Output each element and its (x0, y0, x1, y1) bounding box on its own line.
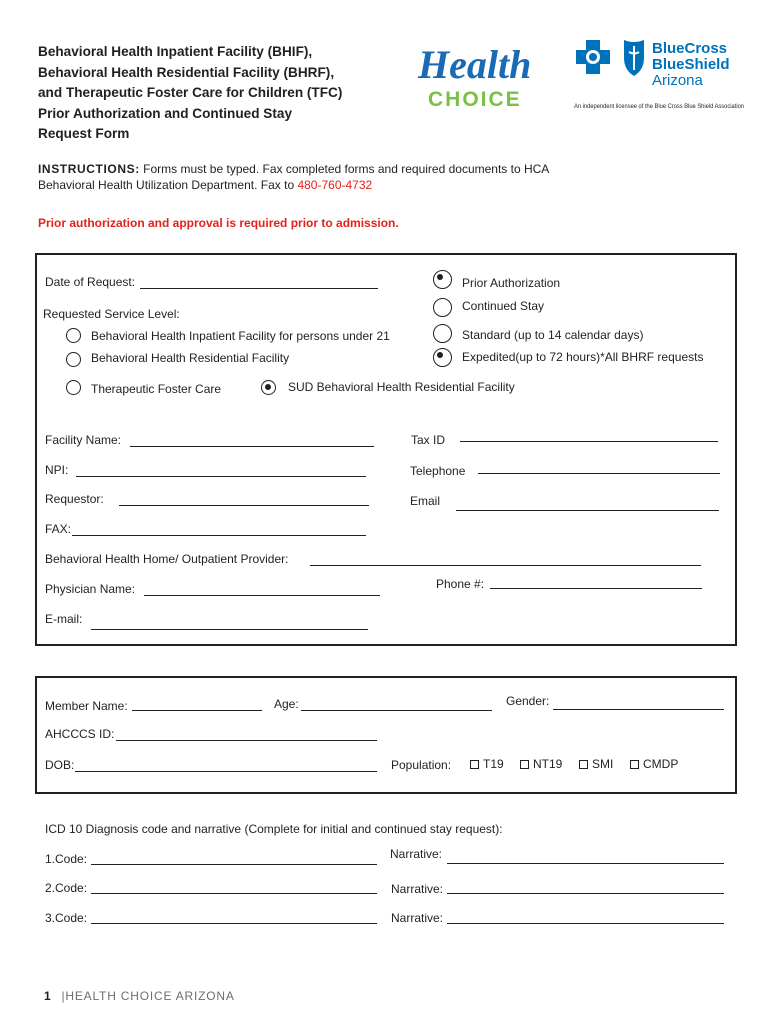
bluecross-blueshield-logo (574, 38, 754, 113)
npi-label: NPI: (45, 463, 69, 477)
population-label: Population: (391, 758, 452, 772)
phone-label: Phone #: (436, 577, 485, 591)
instructions-label: INSTRUCTIONS: (38, 162, 140, 176)
gender-field[interactable] (553, 709, 724, 710)
age-field[interactable] (301, 710, 492, 711)
blue-shield-icon (624, 40, 644, 76)
service-sud-label-text: SUD Behavioral Health Residential Facility (288, 380, 515, 394)
title-line: Behavioral Health Inpatient Facility (BHIF), (38, 44, 313, 59)
title-line: and Therapeutic Foster Care for Children (TFC) (38, 85, 343, 100)
service-bhrf-label: Behavioral Health Residential Facility (91, 351, 290, 365)
population-smi-checkbox[interactable] (579, 760, 588, 769)
title-line: Request Form (38, 126, 130, 141)
instructions-text-1: Forms must be typed. Fax completed forms and required documents to HCA (139, 162, 550, 176)
date-of-request-label: Date of Request: (45, 275, 136, 289)
footer-org: |HEALTH CHOICE ARIZONA (61, 989, 235, 1003)
page-footer (44, 989, 235, 1003)
narrative-1-field[interactable] (447, 863, 724, 864)
service-bhrf-radio[interactable] (66, 352, 81, 367)
narrative-1-label: Narrative: (390, 847, 443, 861)
email2-label: E-mail: (45, 612, 83, 626)
page-number: 1 (44, 989, 52, 1003)
standard-label: Standard (up to 14 calendar days) (462, 328, 644, 342)
population-cmdp-label: CMDP (643, 757, 679, 771)
code-1-field[interactable] (91, 864, 377, 865)
telephone-label: Telephone (410, 464, 466, 478)
fax-field[interactable] (72, 535, 366, 536)
service-sud-label (288, 380, 515, 394)
instructions (38, 161, 549, 193)
fax-number: 480-760-4732 (297, 178, 373, 192)
population-t19-label: T19 (483, 757, 504, 771)
email2-field[interactable] (91, 629, 368, 630)
code-3-field[interactable] (91, 923, 377, 924)
population-cmdp-checkbox[interactable] (630, 760, 639, 769)
dob-label: DOB: (45, 758, 75, 772)
form-title (38, 42, 408, 145)
facility-name-field[interactable] (130, 446, 374, 447)
population-nt19-checkbox[interactable] (520, 760, 529, 769)
narrative-3-field[interactable] (447, 923, 724, 924)
health-choice-logo-word1: Health (418, 42, 532, 87)
title-line: Prior Authorization and Continued Stay (38, 105, 292, 121)
expedited-label: Expedited(up to 72 hours)*All BHRF requests (462, 350, 704, 364)
facility-name-label: Facility Name: (45, 433, 122, 447)
member-name-label: Member Name: (45, 699, 128, 713)
narrative-3-label: Narrative: (391, 911, 444, 925)
service-tfc-radio[interactable] (66, 380, 81, 395)
telephone-field[interactable] (478, 473, 720, 474)
continued-stay-label: Continued Stay (462, 299, 545, 313)
title-line: Behavioral Health Residential Facility (BHRF), (38, 64, 335, 80)
service-bhif-label: Behavioral Health Inpatient Facility for persons under 21 (91, 329, 390, 343)
tax-id-label: Tax ID (411, 433, 446, 447)
service-bhif-radio[interactable] (66, 328, 81, 343)
instructions-text-2: Behavioral Health Utilization Department. Fax to (38, 178, 298, 192)
code-2-field[interactable] (91, 893, 377, 894)
bcbs-logo-tagline: An independent licensee of the Blue Cross Blue Shield Association (574, 104, 744, 110)
prior-authorization-note: Prior authorization and approval is required prior to admission. (38, 216, 399, 230)
requestor-field[interactable] (119, 505, 369, 506)
service-level-label: Requested Service Level: (43, 307, 180, 321)
fax-label: FAX: (45, 522, 72, 536)
phone-field[interactable] (490, 588, 702, 589)
ahcccs-id-label: AHCCCS ID: (45, 727, 115, 741)
bh-home-provider-field[interactable] (310, 565, 701, 566)
service-sud-radio[interactable] (261, 380, 276, 395)
physician-name-label: Physician Name: (45, 582, 136, 596)
gender-label: Gender: (506, 694, 550, 708)
narrative-2-field[interactable] (447, 893, 724, 894)
physician-name-field[interactable] (144, 595, 380, 596)
prior-authorization-label: Prior Authorization (462, 276, 561, 290)
population-t19-checkbox[interactable] (470, 760, 479, 769)
requestor-label: Requestor: (45, 492, 104, 506)
email-label: Email (410, 494, 441, 508)
age-label: Age: (274, 697, 299, 711)
bcbs-logo-line3: Arizona (652, 72, 703, 89)
code-1-label: 1.Code: (45, 852, 88, 866)
bcbs-logo-line1: BlueCross (652, 40, 728, 57)
email-field[interactable] (456, 510, 719, 511)
dob-field[interactable] (75, 771, 377, 772)
member-name-field[interactable] (132, 710, 262, 711)
code-2-label: 2.Code: (45, 881, 88, 895)
blue-cross-icon (576, 40, 610, 74)
health-choice-logo (416, 38, 551, 110)
npi-field[interactable] (76, 476, 366, 477)
prior-authorization-radio[interactable] (433, 270, 452, 289)
population-nt19-label: NT19 (533, 757, 563, 771)
population-smi-label: SMI (592, 757, 614, 771)
tax-id-field[interactable] (460, 441, 718, 442)
expedited-radio[interactable] (433, 348, 452, 367)
narrative-2-label: Narrative: (391, 882, 444, 896)
member-section (35, 676, 737, 794)
continued-stay-radio[interactable] (433, 298, 452, 317)
diagnosis-heading: ICD 10 Diagnosis code and narrative (Complete for initial and continued stay request): (45, 822, 503, 836)
ahcccs-id-field[interactable] (116, 740, 377, 741)
service-tfc-label: Therapeutic Foster Care (91, 382, 222, 396)
health-choice-logo-word2: CHOICE (428, 88, 522, 110)
bcbs-logo-line2: BlueShield (652, 56, 730, 73)
bh-home-provider-label: Behavioral Health Home/ Outpatient Provider: (45, 552, 289, 566)
standard-radio[interactable] (433, 324, 452, 343)
date-of-request-field[interactable] (140, 288, 378, 289)
code-3-label: 3.Code: (45, 911, 88, 925)
